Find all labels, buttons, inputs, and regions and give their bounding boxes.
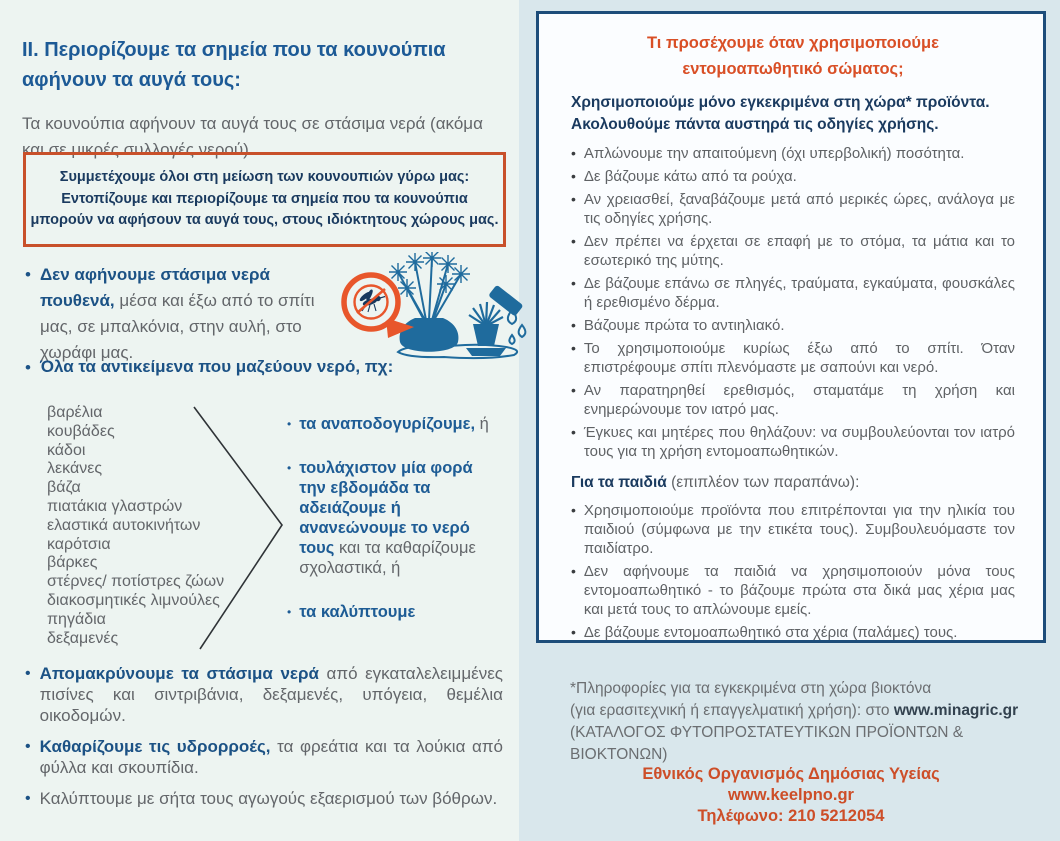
bottom-bullet-list	[25, 663, 503, 819]
repellent-bullet	[571, 381, 1015, 419]
chevron-right-icon	[188, 403, 290, 653]
repellent-bullet-text: Δε βάζουμε επάνω σε πληγές, τραύματα, εγκαύματα, φουσκάλες ή ερεθισμένο δέρμα.	[583, 275, 1015, 311]
container-item: πηγάδια	[47, 610, 106, 628]
footnote-line	[570, 700, 1042, 722]
repellent-bullet-text: Έγκυες και μητέρες που θηλάζουν: να συμβουλεύονται τον ιατρό τους για τη χρήση εντομοαπωθητικών.	[583, 424, 1015, 460]
children-bullet	[571, 501, 1015, 558]
bullet-marker: •	[287, 417, 292, 431]
container-item: ελαστικά αυτοκινήτων	[47, 516, 201, 534]
children-bullet-text: Δε βάζουμε εντομοαπωθητικό στα χέρια (παλάμες) τους.	[583, 624, 958, 641]
repellent-intro	[571, 92, 1015, 136]
container-item: πιατάκια γλαστρών	[47, 497, 183, 515]
intro-paragraph: Τα κουνούπια αφήνουν τα αυγά τους σε στάσιμα νερά (ακόμα και σε μικρές συλλογές νερού).	[22, 114, 483, 159]
water-drops-icon	[508, 310, 526, 344]
bullet-lead: Δεν αφήνουμε στάσιμα νερά πουθενά,	[39, 265, 270, 310]
container-item: κάδοι	[47, 441, 86, 459]
repellent-intro-line: Ακολουθούμε πάντα αυστηρά τις οδηγίες χρήσης.	[571, 116, 939, 133]
bottom-bullet-bold: Καθαρίζουμε τις υδρορροές,	[39, 737, 271, 756]
footnote-text: (για ερασιτεχνική ή επαγγελματική χρήση): στο	[570, 702, 894, 719]
footnote-line	[570, 678, 1042, 700]
bullet-marker: •	[571, 233, 576, 249]
repellent-bullet-text: Δε βάζουμε κάτω από τα ρούχα.	[583, 168, 797, 185]
bullet-marker: •	[571, 145, 576, 161]
bullet-marker: •	[25, 738, 31, 755]
repellent-bullet-list	[571, 144, 1015, 461]
footnote	[570, 678, 1042, 766]
container-item: βαρέλια	[47, 404, 103, 421]
repellent-box-title	[571, 30, 1015, 82]
bullet-objects-heading	[25, 355, 503, 381]
container-item: βάζα	[47, 479, 81, 497]
repellent-bullet	[571, 316, 1015, 335]
bottom-bullet-item	[25, 663, 503, 726]
bullet-marker: •	[25, 790, 31, 807]
children-bullet	[571, 623, 1015, 642]
bullet-marker: •	[287, 461, 292, 475]
bullet-marker: •	[571, 275, 576, 291]
repellent-intro-line: Χρησιμοποιούμε μόνο εγκεκριμένα στη χώρα* προϊόντα.	[571, 94, 990, 111]
bottom-bullet-item	[25, 736, 503, 778]
action-bold: τα αναποδογυρίζουμε,	[299, 415, 476, 433]
footnote-line	[570, 722, 1042, 766]
bullet-marker: •	[25, 265, 31, 284]
bottom-bullet-rest: από εγκαταλελειμμένες πισίνες και σιντριβάνια, δεξαμενές, υπόγεια, θεμέλια οικοδομών.	[39, 664, 503, 725]
papyrus-plant-icon	[389, 252, 470, 352]
action-item	[287, 414, 501, 434]
children-bullet-text: Χρησιμοποιούμε προϊόντα που επιτρέπονται για την ηλικία του παιδιού (σύμφωνα με την ετικέτα τους). Συμβουλευόμαστε τον παιδίατρο.	[583, 502, 1015, 557]
repellent-bullet	[571, 167, 1015, 186]
action-item	[287, 602, 501, 622]
minagric-url: www.minagric.gr	[893, 702, 1019, 719]
container-item: στέρνες/ ποτίστρες ζώων	[47, 573, 225, 591]
section-title: ΙΙ. Περιορίζουμε τα σημεία που τα κουνούπια αφήνουν τα αυγά τους:	[22, 39, 446, 92]
repellent-bullet-text: Αν παρατηρηθεί ερεθισμός, σταματάμε τη χρήση και ενημερώνουμε τον ιατρό μας.	[583, 382, 1015, 418]
bottom-bullet-item	[25, 788, 503, 809]
container-item: δεξαμενές	[47, 629, 119, 647]
footer-line: Τηλέφωνο: 210 5212054	[697, 807, 885, 825]
children-bullet	[571, 562, 1015, 619]
callout-box	[23, 152, 506, 247]
bottom-bullet-rest: τα φρεάτια και τα λούκια από φύλλα και σκουπίδια.	[39, 737, 503, 777]
bullet-marker: •	[571, 317, 576, 333]
org-footer	[538, 764, 1044, 827]
bullet-marker: •	[571, 191, 576, 207]
repellent-bullet	[571, 274, 1015, 312]
action-bold: τα καλύπτουμε	[299, 603, 416, 621]
callout-line: μπορούν να αφήσουν τα αυγά τους, στους ιδιόκτητους χώρους μας.	[30, 212, 499, 228]
bullet-marker: •	[571, 563, 576, 579]
bullet-marker: •	[571, 624, 576, 640]
container-item: βάρκες	[47, 554, 98, 572]
bullet-marker: •	[571, 502, 576, 518]
footnote-text: *Πληροφορίες για τα εγκεκριμένα στη χώρα βιοκτόνα	[570, 680, 932, 697]
bullet-marker: •	[25, 358, 31, 377]
repellent-box-title-line: εντομοαπωθητικό σώματος;	[682, 60, 904, 78]
container-item: κουβάδες	[47, 422, 115, 440]
children-section-heading	[571, 473, 1015, 493]
footnote-text: (ΚΑΤΑΛΟΓΟΣ ΦΥΤΟΠΡΟΣΤΑΤΕΥΤΙΚΩΝ ΠΡΟΪΟΝΤΩΝ & ΒΙΟΚΤΟΝΩΝ)	[570, 724, 964, 763]
container-item: διακοσμητικές λιμνούλες	[47, 591, 220, 609]
action-bold: τουλάχιστον μία φορά την εβδομάδα τα αδειάζουμε ή ανανεώνουμε το νερό τους	[299, 459, 473, 557]
repellent-bullet-text: Αν χρειασθεί, ξαναβάζουμε μετά από μερικές ώρες, ανάλογα με τις οδηγίες χρήσης.	[583, 191, 1015, 227]
bullet-marker: •	[571, 424, 576, 440]
bullet-no-stagnant-water	[25, 262, 349, 366]
bullet-marker: •	[25, 665, 31, 682]
children-bullet-text: Δεν αφήνουμε τα παιδιά να χρησιμοποιούν μόνα τους εντομοαπωθητικό - το βάζουμε πρώτα στα δικά μας χέρια μας και μετά τους το απλώνουμε εμείς.	[583, 563, 1015, 618]
repellent-bullet	[571, 339, 1015, 377]
bottom-bullet-bold: Απομακρύνουμε τα στάσιμα νερά	[39, 664, 319, 683]
mosquito-breeding-illustration	[336, 252, 528, 364]
callout-line: Εντοπίζουμε και περιορίζουμε τα σημεία που τα κουνούπια	[61, 190, 468, 207]
objects-heading-text: Όλα τα αντικείμενα που μαζεύουν νερό, πχ:	[39, 357, 394, 376]
callout-line: Συμμετέχουμε όλοι στη μείωση των κουνουπιών γύρω μας:	[59, 169, 470, 185]
repellent-bullet-text: Απλώνουμε την απαιτούμενη (όχι υπερβολική) ποσότητα.	[583, 145, 965, 162]
footer-line: Εθνικός Οργανισμός Δημόσιας Υγείας	[642, 765, 940, 783]
bottom-bullet-rest: Καλύπτουμε με σήτα τους αγωγούς εξαερισμού των βόθρων.	[39, 789, 498, 808]
container-item: καρότσια	[47, 535, 111, 553]
repellent-bullet	[571, 423, 1015, 461]
container-item: λεκάνες	[47, 460, 103, 478]
bullet-marker: •	[571, 340, 576, 356]
bullet-rest: μέσα και έξω από το σπίτι μας, σε μπαλκόνια, στην αυλή, στο χωράφι μας.	[39, 291, 315, 362]
action-rest: ή	[479, 415, 489, 433]
children-heading-rest: (επιπλέον των παραπάνω):	[671, 474, 860, 491]
action-item	[287, 458, 501, 578]
action-rest: και τα καθαρίζουμε σχολαστικά, ή	[299, 539, 476, 577]
bullet-marker: •	[571, 382, 576, 398]
action-list	[287, 414, 501, 646]
repellent-info-box	[536, 11, 1046, 643]
repellent-bullet	[571, 232, 1015, 270]
bullet-marker: •	[571, 168, 576, 184]
repellent-bullet-text: Το χρησιμοποιούμε κυρίως έξω από το σπίτι. Όταν επιστρέφουμε σπίτι πλενόμαστε με σαπούνι και νερό.	[583, 340, 1015, 376]
repellent-box-title-line: Τι προσέχουμε όταν χρησιμοποιούμε	[647, 34, 939, 52]
water-jug-icon	[488, 285, 523, 317]
children-heading-bold: Για τα παιδιά	[571, 474, 667, 491]
repellent-bullet	[571, 144, 1015, 163]
children-bullet-list	[571, 501, 1015, 642]
bullet-marker: •	[287, 605, 292, 619]
repellent-bullet-text: Βάζουμε πρώτα το αντιηλιακό.	[583, 317, 785, 334]
repellent-bullet	[571, 190, 1015, 228]
repellent-bullet-text: Δεν πρέπει να έρχεται σε επαφή με το στόμα, τα μάτια και το εσωτερικό της μύτης.	[583, 233, 1015, 269]
footer-line: www.keelpno.gr	[728, 786, 854, 804]
